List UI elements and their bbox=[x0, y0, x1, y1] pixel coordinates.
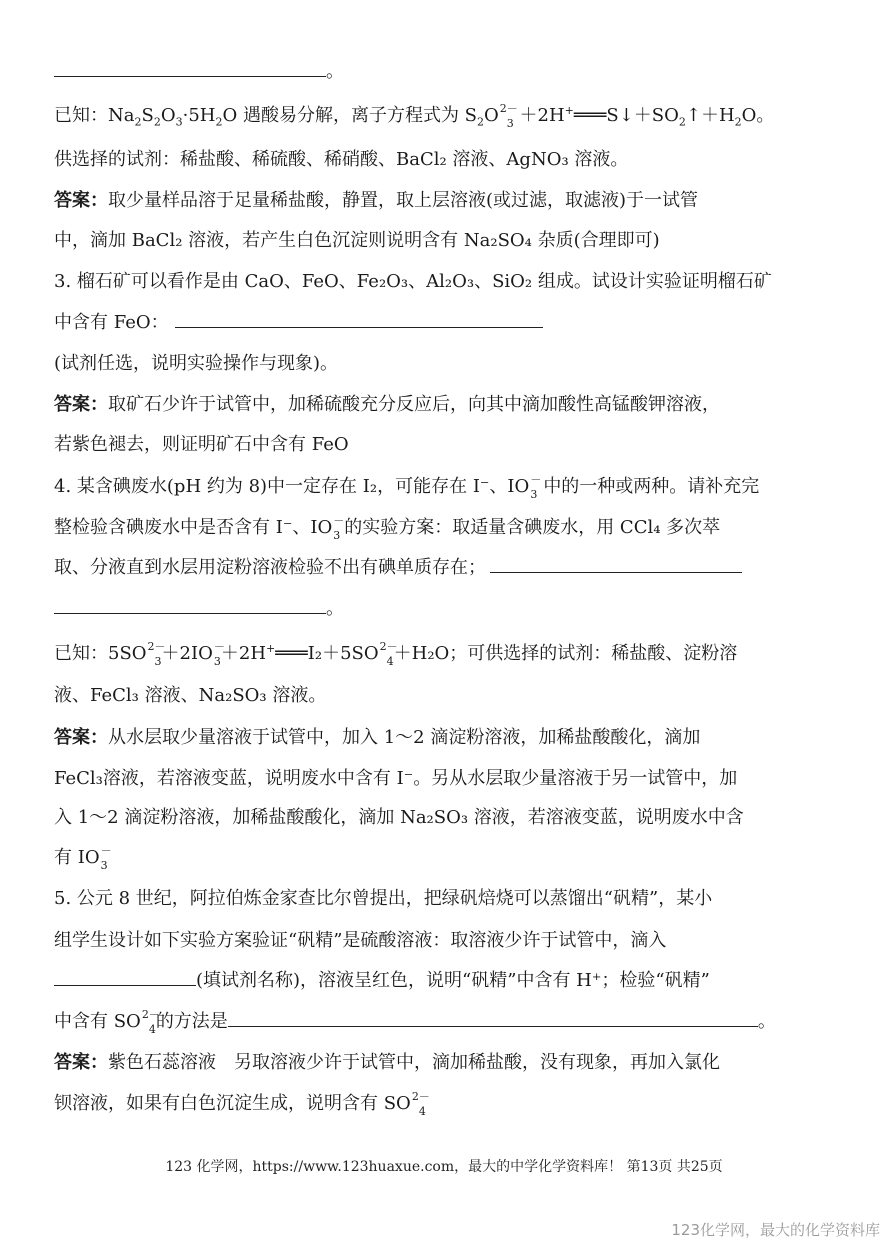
known-equation-2: 已知：$5SO^{2-}_3+2IO^-_3+2H^+═══I_2+5SO^{2-}_4+H_2O$；可供选择的试剂：稀盐酸、淀粉溶 bbox=[54, 640, 738, 668]
answer-label: 答案： bbox=[54, 394, 108, 415]
question-4-line-4: 。 bbox=[54, 597, 344, 621]
question-3-line-2: 中含有 FeO： bbox=[54, 311, 543, 335]
question-5-line-4: 中含有 $SO^{2-}_4$的方法是 。 bbox=[54, 1008, 776, 1036]
question-5-line-2: 组学生设计如下实验方案验证“矾精”是硫酸溶液：取溶液少许于试管中，滴入 bbox=[54, 930, 667, 951]
question-4-line-3: 取、分液直到水层用淀粉溶液检验不出有碘单质存在； bbox=[54, 556, 742, 580]
answer-blank[interactable] bbox=[228, 1010, 758, 1027]
reagent-list-2: 液、FeCl₃ 溶液、Na₂SO₃ 溶液。 bbox=[54, 685, 327, 706]
question-4-line-1: 4. 某含碘废水(pH 约为 8)中一定存在 I₂，可能存在 I⁻、$IO^-_3$ 中的一种或两种。请补充完 bbox=[54, 473, 760, 501]
answer-blank[interactable] bbox=[490, 556, 742, 573]
known-equation-1: 已知：$Na_2S_2O_3\cdot 5H_2O$ 遇酸易分解，离子方程式为 $S_2O^{2-}_3$ $+2H^+═══S↓+SO_2↑+H_2O$。 bbox=[54, 102, 775, 130]
answer-4-line-1: 答案：从水层取少量溶液于试管中，加入 1～2 滴淀粉溶液，加稀盐酸酸化，滴加 bbox=[54, 727, 701, 748]
watermark-text: 123化学网，最大的化学资料库 bbox=[671, 1221, 880, 1239]
question-3-line-1: 3. 榴石矿可以看作是由 CaO、FeO、Fe₂O₃、Al₂O₃、SiO₂ 组成。试设计实验证明榴石矿 bbox=[54, 271, 772, 292]
answer-label: 答案： bbox=[54, 1052, 108, 1073]
answer-blank[interactable] bbox=[175, 311, 543, 328]
question-5-line-1: 5. 公元 8 世纪，阿拉伯炼金家查比尔曾提出，把绿矾焙烧可以蒸馏出“矾精”，某小 bbox=[54, 888, 713, 909]
answer-4-line-4: 有 $IO^-_3$ bbox=[54, 844, 112, 872]
answer-5-line-1: 答案：紫色石蕊溶液 另取溶液少许于试管中，滴加稀盐酸，没有现象，再加入氯化 bbox=[54, 1052, 720, 1073]
question-4-line-2: 整检验含碘废水中是否含有 I⁻、$IO^-_3$ 的实验方案：取适量含碘废水，用 CCl₄ 多次萃 bbox=[54, 514, 721, 542]
answer-blank[interactable] bbox=[54, 969, 196, 986]
answer-5-line-2: 钡溶液，如果有白色沉淀生成，说明含有 $SO^{2-}_4$ bbox=[54, 1090, 430, 1118]
answer-4-line-3: 入 1～2 滴淀粉溶液，加稀盐酸酸化，滴加 Na₂SO₃ 溶液，若溶液变蓝，说明废水中含 bbox=[54, 807, 744, 828]
answer-4-line-2: FeCl₃溶液，若溶液变蓝，说明废水中含有 I⁻。另从水层取少量溶液于另一试管中，加 bbox=[54, 768, 738, 789]
answer-3-line-2: 若紫色褪去，则证明矿石中含有 FeO bbox=[54, 434, 349, 455]
answer-label: 答案： bbox=[54, 190, 108, 211]
answer-2-line-1: 答案：取少量样品溶于足量稀盐酸，静置，取上层溶液(或过滤，取滤液)于一试管 bbox=[54, 190, 699, 211]
answer-label: 答案： bbox=[54, 727, 108, 748]
reagent-list-1: 供选择的试剂：稀盐酸、稀硫酸、稀硝酸、BaCl₂ 溶液、AgNO₃ 溶液。 bbox=[54, 149, 629, 170]
question-5-line-3: (填试剂名称)，溶液呈红色，说明“矾精”中含有 H⁺；检验“矾精” bbox=[54, 969, 710, 993]
question-3-line-3: (试剂任选，说明实验操作与现象)。 bbox=[54, 353, 339, 374]
answer-3-line-1: 答案：取矿石少许于试管中，加稀硫酸充分反应后，向其中滴加酸性高锰酸钾溶液， bbox=[54, 394, 720, 415]
answer-blank[interactable] bbox=[54, 60, 326, 77]
page-footer: 123 化学网，https://www.123huaxue.com，最大的中学化学资料库！ 第13页 共25页 bbox=[165, 1159, 723, 1175]
answer-blank-line: 。 bbox=[54, 60, 344, 84]
answer-blank[interactable] bbox=[54, 597, 326, 614]
answer-2-line-2: 中，滴加 BaCl₂ 溶液，若产生白色沉淀则说明含有 Na₂SO₄ 杂质(合理即可) bbox=[54, 230, 660, 251]
